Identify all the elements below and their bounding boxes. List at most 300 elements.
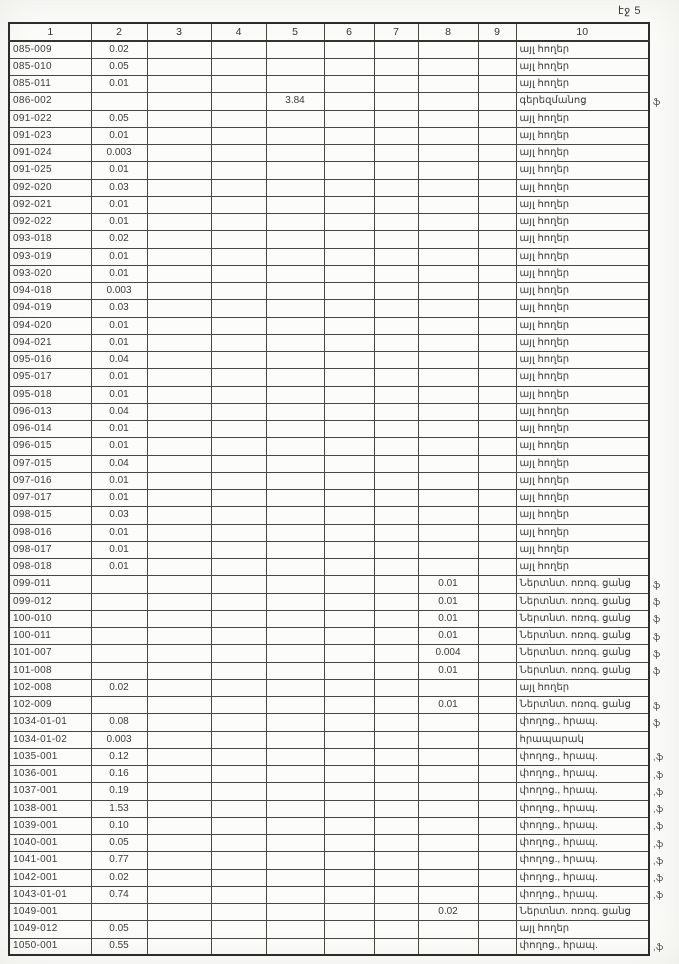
cell-col8 — [418, 679, 478, 696]
table-row — [9, 490, 649, 507]
table-row — [9, 58, 649, 75]
table-row — [9, 283, 649, 300]
cell-col3 — [147, 697, 211, 714]
cell-col9 — [478, 386, 516, 403]
cell-col8: 0.01 — [418, 593, 478, 610]
cell-col8 — [418, 541, 478, 558]
cell-col3 — [147, 231, 211, 248]
cell-col7 — [374, 921, 418, 938]
cell-col5 — [266, 576, 324, 593]
table-row — [9, 472, 649, 489]
cell-col3 — [147, 714, 211, 731]
cell-col4 — [211, 559, 266, 576]
table-row — [9, 110, 649, 127]
cell-col2: 0.01 — [91, 265, 147, 282]
cell-col6 — [324, 472, 374, 489]
cell-col9 — [478, 162, 516, 179]
cell-col3 — [147, 455, 211, 472]
cell-col1: 098-017 — [9, 541, 91, 558]
cell-col2: 0.01 — [91, 524, 147, 541]
cell-col5 — [266, 800, 324, 817]
table-row — [9, 817, 649, 834]
cell-col7 — [374, 541, 418, 558]
cell-col5 — [266, 145, 324, 162]
cell-col6 — [324, 490, 374, 507]
cell-col2: 0.003 — [91, 283, 147, 300]
cell-col6 — [324, 938, 374, 955]
cell-col5 — [266, 283, 324, 300]
cell-col4 — [211, 421, 266, 438]
cell-col9 — [478, 110, 516, 127]
cell-col8 — [418, 231, 478, 248]
cell-col7 — [374, 334, 418, 351]
cell-col5 — [266, 472, 324, 489]
cell-col3 — [147, 679, 211, 696]
cell-col4 — [211, 352, 266, 369]
cell-col8 — [418, 817, 478, 834]
cell-col6 — [324, 662, 374, 679]
cell-col4 — [211, 869, 266, 886]
cell-col10: փողոց., հրապ. — [516, 852, 649, 869]
cell-col2 — [91, 697, 147, 714]
cell-col2 — [91, 904, 147, 921]
cell-col4 — [211, 524, 266, 541]
cell-col4 — [211, 921, 266, 938]
cell-col4 — [211, 110, 266, 127]
cell-col6 — [324, 162, 374, 179]
cell-col9 — [478, 714, 516, 731]
cell-col5 — [266, 248, 324, 265]
cell-col4 — [211, 662, 266, 679]
cell-col8 — [418, 766, 478, 783]
cell-col2: 0.77 — [91, 852, 147, 869]
cell-col7 — [374, 645, 418, 662]
cell-col10: փողոց., հրապ. — [516, 835, 649, 852]
cell-col6 — [324, 110, 374, 127]
cell-col8 — [418, 783, 478, 800]
cell-col1: 094-021 — [9, 334, 91, 351]
cell-col7 — [374, 214, 418, 231]
cell-col6 — [324, 904, 374, 921]
cell-col2: 0.01 — [91, 214, 147, 231]
column-header: 9 — [478, 23, 516, 41]
table-row — [9, 403, 649, 420]
cell-col3 — [147, 283, 211, 300]
cell-col1: 1042-001 — [9, 869, 91, 886]
cell-col4 — [211, 628, 266, 645]
cell-col9 — [478, 748, 516, 765]
cell-col1: 097-015 — [9, 455, 91, 472]
cell-col10: այլ հողեր — [516, 524, 649, 541]
table-row — [9, 766, 649, 783]
cell-col7 — [374, 317, 418, 334]
cell-col2 — [91, 662, 147, 679]
cell-col3 — [147, 507, 211, 524]
cell-col7 — [374, 610, 418, 627]
cell-col5 — [266, 748, 324, 765]
cell-col1: 092-021 — [9, 196, 91, 213]
cell-col7 — [374, 576, 418, 593]
cell-col3 — [147, 93, 211, 110]
cell-col10: այլ հողեր — [516, 438, 649, 455]
cell-col7 — [374, 93, 418, 110]
table-row — [9, 541, 649, 558]
cell-col7 — [374, 76, 418, 93]
table-row — [9, 76, 649, 93]
cell-col4 — [211, 334, 266, 351]
cell-col7 — [374, 369, 418, 386]
cell-col5 — [266, 334, 324, 351]
cell-col1: 095-018 — [9, 386, 91, 403]
table-row — [9, 714, 649, 731]
cell-col8: 0.01 — [418, 576, 478, 593]
table-row — [9, 610, 649, 627]
cell-col1: 102-009 — [9, 697, 91, 714]
cell-col9 — [478, 869, 516, 886]
cell-col1: 1034-01-01 — [9, 714, 91, 731]
cell-col3 — [147, 214, 211, 231]
table-row — [9, 265, 649, 282]
cell-col5 — [266, 886, 324, 903]
cell-col8 — [418, 490, 478, 507]
cell-col9 — [478, 334, 516, 351]
cell-col6 — [324, 852, 374, 869]
cell-col10: Ներտնտ. ոռոգ. ցանց — [516, 645, 649, 662]
cell-col5 — [266, 76, 324, 93]
cell-col3 — [147, 127, 211, 144]
table-row — [9, 731, 649, 748]
cell-col1: 1036-001 — [9, 766, 91, 783]
cell-col7 — [374, 403, 418, 420]
cell-col7 — [374, 593, 418, 610]
cell-col4 — [211, 904, 266, 921]
margin-annotation: ֆ — [653, 648, 661, 659]
cell-col5 — [266, 421, 324, 438]
cell-col1: 091-025 — [9, 162, 91, 179]
cell-col2: 0.02 — [91, 679, 147, 696]
cell-col2: 0.01 — [91, 369, 147, 386]
cell-col3 — [147, 403, 211, 420]
table-row — [9, 248, 649, 265]
cell-col10: այլ հողեր — [516, 472, 649, 489]
cell-col9 — [478, 283, 516, 300]
cell-col2: 1.53 — [91, 800, 147, 817]
cell-col3 — [147, 559, 211, 576]
cell-col8 — [418, 800, 478, 817]
cell-col6 — [324, 317, 374, 334]
cell-col10: այլ հողեր — [516, 490, 649, 507]
cell-col10: փողոց., հրապ. — [516, 817, 649, 834]
cell-col10: այլ հողեր — [516, 162, 649, 179]
table-row — [9, 938, 649, 955]
cell-col8 — [418, 938, 478, 955]
cell-col1: 099-012 — [9, 593, 91, 610]
cell-col10: այլ հողեր — [516, 214, 649, 231]
cell-col10: Ներտնտ. ոռոգ. ցանց — [516, 593, 649, 610]
cell-col8 — [418, 352, 478, 369]
cell-col3 — [147, 41, 211, 58]
cell-col10: Ներտնտ. ոռոգ. ցանց — [516, 576, 649, 593]
cell-col8 — [418, 886, 478, 903]
cell-col8 — [418, 852, 478, 869]
cell-col9 — [478, 662, 516, 679]
table-row — [9, 231, 649, 248]
cell-col10: փողոց., հրապ. — [516, 714, 649, 731]
cell-col10: այլ հողեր — [516, 369, 649, 386]
cell-col6 — [324, 386, 374, 403]
table-row — [9, 214, 649, 231]
cell-col1: 085-010 — [9, 58, 91, 75]
cell-col3 — [147, 938, 211, 955]
cell-col10: գերեզմանոց — [516, 93, 649, 110]
cell-col3 — [147, 748, 211, 765]
cell-col2: 0.03 — [91, 179, 147, 196]
cell-col3 — [147, 593, 211, 610]
cell-col3 — [147, 524, 211, 541]
table-row — [9, 662, 649, 679]
cell-col2: 0.74 — [91, 886, 147, 903]
cell-col5 — [266, 438, 324, 455]
column-header: 8 — [418, 23, 478, 41]
cell-col1: 1050-001 — [9, 938, 91, 955]
cell-col6 — [324, 783, 374, 800]
cell-col5 — [266, 196, 324, 213]
cell-col9 — [478, 421, 516, 438]
cell-col2: 0.01 — [91, 559, 147, 576]
cell-col8 — [418, 386, 478, 403]
cell-col9 — [478, 507, 516, 524]
column-header: 6 — [324, 23, 374, 41]
cell-col7 — [374, 938, 418, 955]
cell-col5 — [266, 507, 324, 524]
cell-col9 — [478, 352, 516, 369]
cell-col9 — [478, 817, 516, 834]
cell-col1: 1043-01-01 — [9, 886, 91, 903]
column-header: 5 — [266, 23, 324, 41]
table-row — [9, 628, 649, 645]
cell-col9 — [478, 679, 516, 696]
cell-col9 — [478, 455, 516, 472]
table-row — [9, 438, 649, 455]
cell-col2: 0.05 — [91, 921, 147, 938]
cell-col5 — [266, 162, 324, 179]
cell-col1: 095-016 — [9, 352, 91, 369]
cell-col3 — [147, 76, 211, 93]
margin-annotation: ,ֆ — [653, 838, 664, 849]
cell-col8 — [418, 455, 478, 472]
cell-col9 — [478, 127, 516, 144]
cell-col4 — [211, 438, 266, 455]
cell-col10: այլ հողեր — [516, 386, 649, 403]
cell-col10: այլ հողեր — [516, 317, 649, 334]
cell-col3 — [147, 817, 211, 834]
cell-col4 — [211, 214, 266, 231]
cell-col5 — [266, 317, 324, 334]
cell-col4 — [211, 93, 266, 110]
cell-col2: 0.01 — [91, 196, 147, 213]
cell-col1: 092-020 — [9, 179, 91, 196]
table-row — [9, 300, 649, 317]
cell-col4 — [211, 938, 266, 955]
cell-col3 — [147, 438, 211, 455]
table-row — [9, 921, 649, 938]
cell-col5 — [266, 921, 324, 938]
cell-col3 — [147, 610, 211, 627]
cell-col7 — [374, 58, 418, 75]
table-row — [9, 127, 649, 144]
cell-col2: 0.01 — [91, 248, 147, 265]
cell-col5 — [266, 835, 324, 852]
cell-col8 — [418, 248, 478, 265]
cell-col9 — [478, 317, 516, 334]
cell-col10: այլ հողեր — [516, 196, 649, 213]
cell-col3 — [147, 162, 211, 179]
cell-col10: այլ հողեր — [516, 455, 649, 472]
cell-col4 — [211, 265, 266, 282]
cell-col10: Ներտնտ. ոռոգ. ցանց — [516, 628, 649, 645]
cell-col2: 0.01 — [91, 334, 147, 351]
cell-col9 — [478, 179, 516, 196]
cell-col6 — [324, 231, 374, 248]
cell-col6 — [324, 421, 374, 438]
table-row — [9, 421, 649, 438]
cell-col4 — [211, 886, 266, 903]
cell-col8 — [418, 748, 478, 765]
cell-col2: 0.003 — [91, 145, 147, 162]
cell-col3 — [147, 731, 211, 748]
cell-col7 — [374, 300, 418, 317]
cell-col10: փողոց., հրապ. — [516, 886, 649, 903]
cell-col8 — [418, 58, 478, 75]
cell-col1: 093-018 — [9, 231, 91, 248]
table-row — [9, 576, 649, 593]
cell-col2: 0.04 — [91, 403, 147, 420]
margin-annotation: ,ֆ — [653, 769, 664, 780]
cell-col2: 0.10 — [91, 817, 147, 834]
cell-col7 — [374, 731, 418, 748]
cell-col9 — [478, 93, 516, 110]
cell-col2 — [91, 628, 147, 645]
cell-col3 — [147, 265, 211, 282]
cell-col8 — [418, 421, 478, 438]
margin-annotation: ,ֆ — [653, 890, 664, 901]
cell-col9 — [478, 58, 516, 75]
cell-col10: այլ հողեր — [516, 76, 649, 93]
cell-col6 — [324, 559, 374, 576]
cell-col1: 098-018 — [9, 559, 91, 576]
cell-col10: այլ հողեր — [516, 283, 649, 300]
cell-col8 — [418, 714, 478, 731]
table-row — [9, 593, 649, 610]
cell-col9 — [478, 559, 516, 576]
cell-col6 — [324, 507, 374, 524]
cell-col6 — [324, 817, 374, 834]
cell-col7 — [374, 662, 418, 679]
margin-annotation: ֆ — [653, 597, 661, 607]
cell-col7 — [374, 835, 418, 852]
cell-col8: 0.01 — [418, 628, 478, 645]
cell-col5 — [266, 817, 324, 834]
cell-col2 — [91, 593, 147, 610]
cell-col3 — [147, 490, 211, 507]
cell-col7 — [374, 283, 418, 300]
cell-col6 — [324, 731, 374, 748]
cell-col2: 0.02 — [91, 41, 147, 58]
cell-col10: Ներտնտ. ոռոգ. ցանց — [516, 904, 649, 921]
table-row — [9, 904, 649, 921]
cell-col1: 1040-001 — [9, 835, 91, 852]
cell-col10: այլ հողեր — [516, 179, 649, 196]
table-row — [9, 369, 649, 386]
cell-col6 — [324, 921, 374, 938]
cell-col2: 0.03 — [91, 300, 147, 317]
cell-col6 — [324, 41, 374, 58]
cell-col10: այլ հողեր — [516, 507, 649, 524]
cell-col5 — [266, 300, 324, 317]
cell-col8 — [418, 283, 478, 300]
cell-col1: 095-017 — [9, 369, 91, 386]
margin-annotation: ,ֆ — [653, 942, 664, 952]
table-row — [9, 869, 649, 886]
cell-col10: այլ հողեր — [516, 127, 649, 144]
cell-col3 — [147, 852, 211, 869]
cell-col9 — [478, 490, 516, 507]
cell-col3 — [147, 334, 211, 351]
cell-col7 — [374, 472, 418, 489]
cell-col4 — [211, 593, 266, 610]
cell-col9 — [478, 231, 516, 248]
cell-col6 — [324, 576, 374, 593]
cell-col5 — [266, 231, 324, 248]
cell-col8 — [418, 265, 478, 282]
cell-col1: 093-019 — [9, 248, 91, 265]
cell-col3 — [147, 662, 211, 679]
cell-col8 — [418, 76, 478, 93]
cell-col1: 1049-012 — [9, 921, 91, 938]
cell-col1: 094-019 — [9, 300, 91, 317]
cell-col4 — [211, 248, 266, 265]
table-wrap — [8, 22, 650, 956]
cell-col6 — [324, 886, 374, 903]
cell-col10: փողոց., հրապ. — [516, 766, 649, 783]
cell-col7 — [374, 41, 418, 58]
cell-col6 — [324, 524, 374, 541]
table-body — [9, 41, 649, 955]
cell-col3 — [147, 645, 211, 662]
cell-col8 — [418, 559, 478, 576]
cell-col8: 0.02 — [418, 904, 478, 921]
cell-col3 — [147, 300, 211, 317]
margin-annotation: ֆ — [653, 631, 661, 642]
cell-col9 — [478, 938, 516, 955]
cell-col1: 093-020 — [9, 265, 91, 282]
cell-col3 — [147, 386, 211, 403]
cell-col5 — [266, 938, 324, 955]
cell-col2: 0.05 — [91, 110, 147, 127]
cell-col2: 0.03 — [91, 507, 147, 524]
table-row — [9, 852, 649, 869]
cell-col5 — [266, 593, 324, 610]
cell-col7 — [374, 869, 418, 886]
margin-annotation: ,ֆ — [653, 821, 664, 832]
cell-col7 — [374, 524, 418, 541]
cell-col4 — [211, 697, 266, 714]
cell-col4 — [211, 179, 266, 196]
cell-col4 — [211, 714, 266, 731]
cell-col2: 0.04 — [91, 455, 147, 472]
cell-col6 — [324, 179, 374, 196]
cell-col4 — [211, 231, 266, 248]
